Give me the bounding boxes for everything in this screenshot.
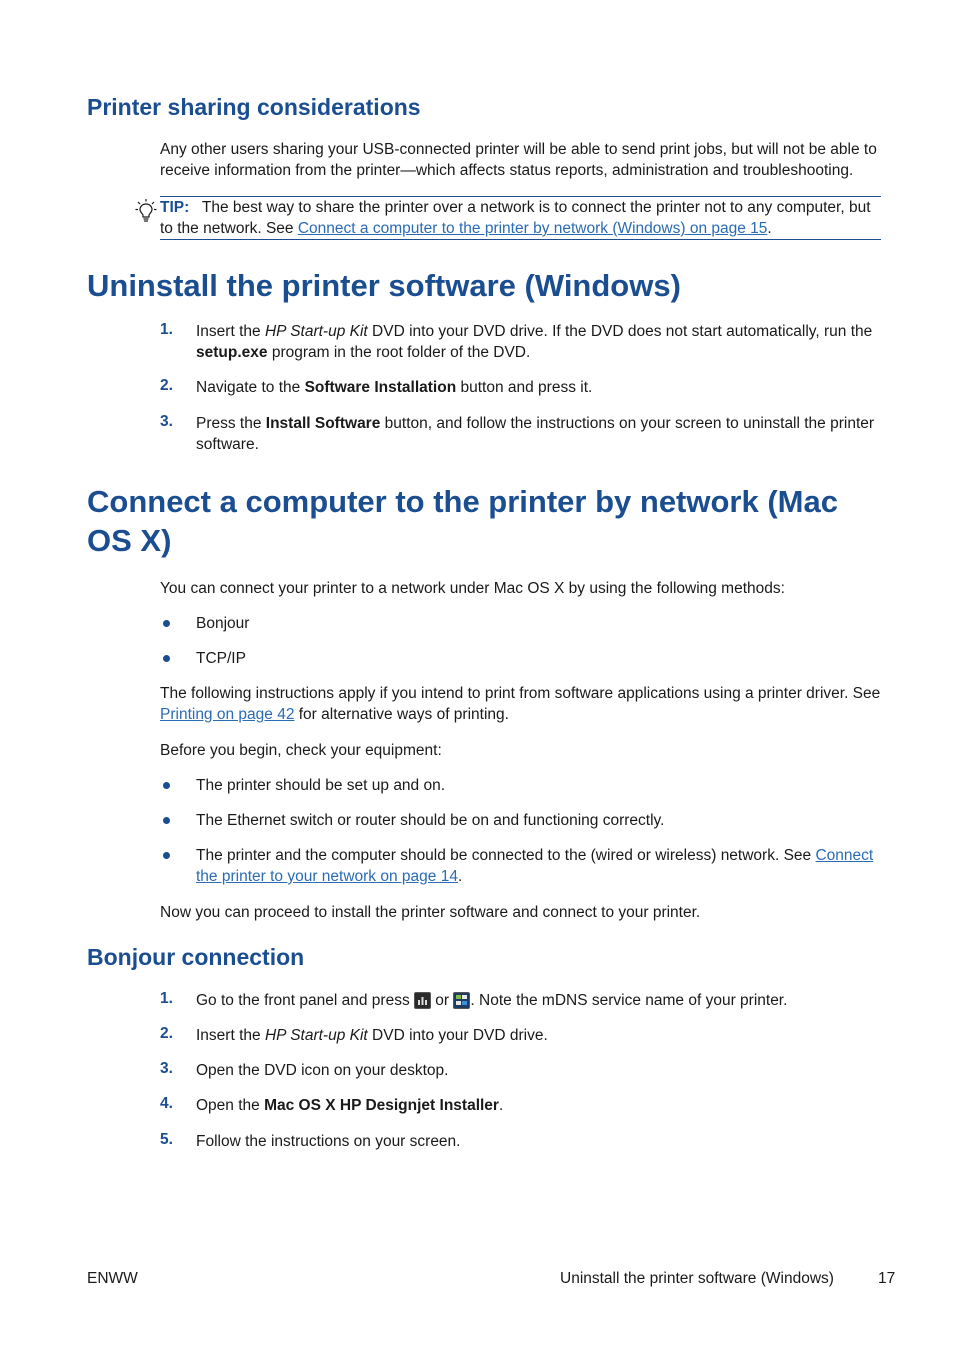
bonjour-step-1: Go to the front panel and press or . Note the mDNS service name of your printer. <box>196 992 788 1009</box>
bullet-dot <box>163 817 170 824</box>
footer-title: Uninstall the printer software (Windows) <box>560 1270 834 1287</box>
bonjour-step-2: Insert the HP Start-up Kit DVD into your DVD drive. <box>196 1027 548 1044</box>
bonjour-step-4: Open the Mac OS X HP Designjet Installer. <box>196 1097 504 1114</box>
section-heading-bonjour: Bonjour connection <box>87 944 305 970</box>
step-number: 3. <box>160 413 173 430</box>
step-number: 3. <box>160 1060 173 1077</box>
step-number: 5. <box>160 1131 173 1148</box>
step-number: 2. <box>160 377 173 394</box>
section-heading-sharing: Printer sharing considerations <box>87 94 421 120</box>
uninstall-step-1: Insert the HP Start-up Kit DVD into your DVD drive. If the DVD does not start automatically, run the setup.exe program in the root folder of the DVD. <box>196 323 873 361</box>
bullet-dot <box>163 782 170 789</box>
proceed-text: Now you can proceed to install the printer software and connect to your printer. <box>160 904 701 921</box>
tip-text: The best way to share the printer over a network is to connect the printer not to any computer, but to the network. See <box>160 199 871 237</box>
connectivity-icon <box>453 992 470 1009</box>
bullet-dot <box>163 620 170 627</box>
lightbulb-icon <box>135 198 157 229</box>
connect-network-link[interactable]: Connect the printer to your network on page 14 <box>196 847 874 885</box>
uninstall-step-3: Press the Install Software button, and follow the instructions on your screen to uninstall the printer software. <box>196 415 875 453</box>
uninstall-step-2: Navigate to the Software Installation button and press it. <box>196 379 593 396</box>
printing-link[interactable]: Printing on page 42 <box>160 706 295 723</box>
section-heading-mac: Connect a computer to the printer by network (Mac OS X) <box>87 484 838 558</box>
step-number: 2. <box>160 1025 173 1042</box>
step-number: 4. <box>160 1095 173 1112</box>
bonjour-step-5: Follow the instructions on your screen. <box>196 1133 461 1150</box>
footer-left: ENWW <box>87 1270 138 1287</box>
list-item: The printer should be set up and on. <box>196 777 446 794</box>
tip-end: . <box>767 220 772 237</box>
sharing-body: Any other users sharing your USB-connected printer will be able to send print jobs, but will not be able to receive information from the printer—which affects status reports, administration and troubleshooting. <box>160 141 877 179</box>
network-icon <box>414 992 431 1009</box>
mac-intro: You can connect your printer to a network under Mac OS X by using the following methods: <box>160 580 785 597</box>
page-number: 17 <box>878 1270 896 1287</box>
section-heading-uninstall: Uninstall the printer software (Windows) <box>87 268 681 303</box>
step-number: 1. <box>160 990 173 1007</box>
before-begin: Before you begin, check your equipment: <box>160 742 442 759</box>
bullet-dot <box>163 655 170 662</box>
tip-label: TIP: <box>160 199 190 216</box>
tip-box <box>160 196 881 240</box>
list-item: Bonjour <box>196 615 250 632</box>
tip-link[interactable]: Connect a computer to the printer by network (Windows) on page 15 <box>297 220 768 237</box>
bullet-dot <box>163 852 170 859</box>
bonjour-step-3: Open the DVD icon on your desktop. <box>196 1062 449 1079</box>
step-number: 1. <box>160 321 173 338</box>
list-item: The Ethernet switch or router should be on and functioning correctly. <box>196 812 665 829</box>
mac-instructions: The following instructions apply if you intend to print from software applications using a printer driver. See Printing on page 42 for alternative ways of printing. <box>160 685 881 723</box>
list-item: The printer and the computer should be connected to the (wired or wireless) network. See Connect the printer to your network on page 14. <box>196 847 874 885</box>
list-item: TCP/IP <box>196 650 246 667</box>
